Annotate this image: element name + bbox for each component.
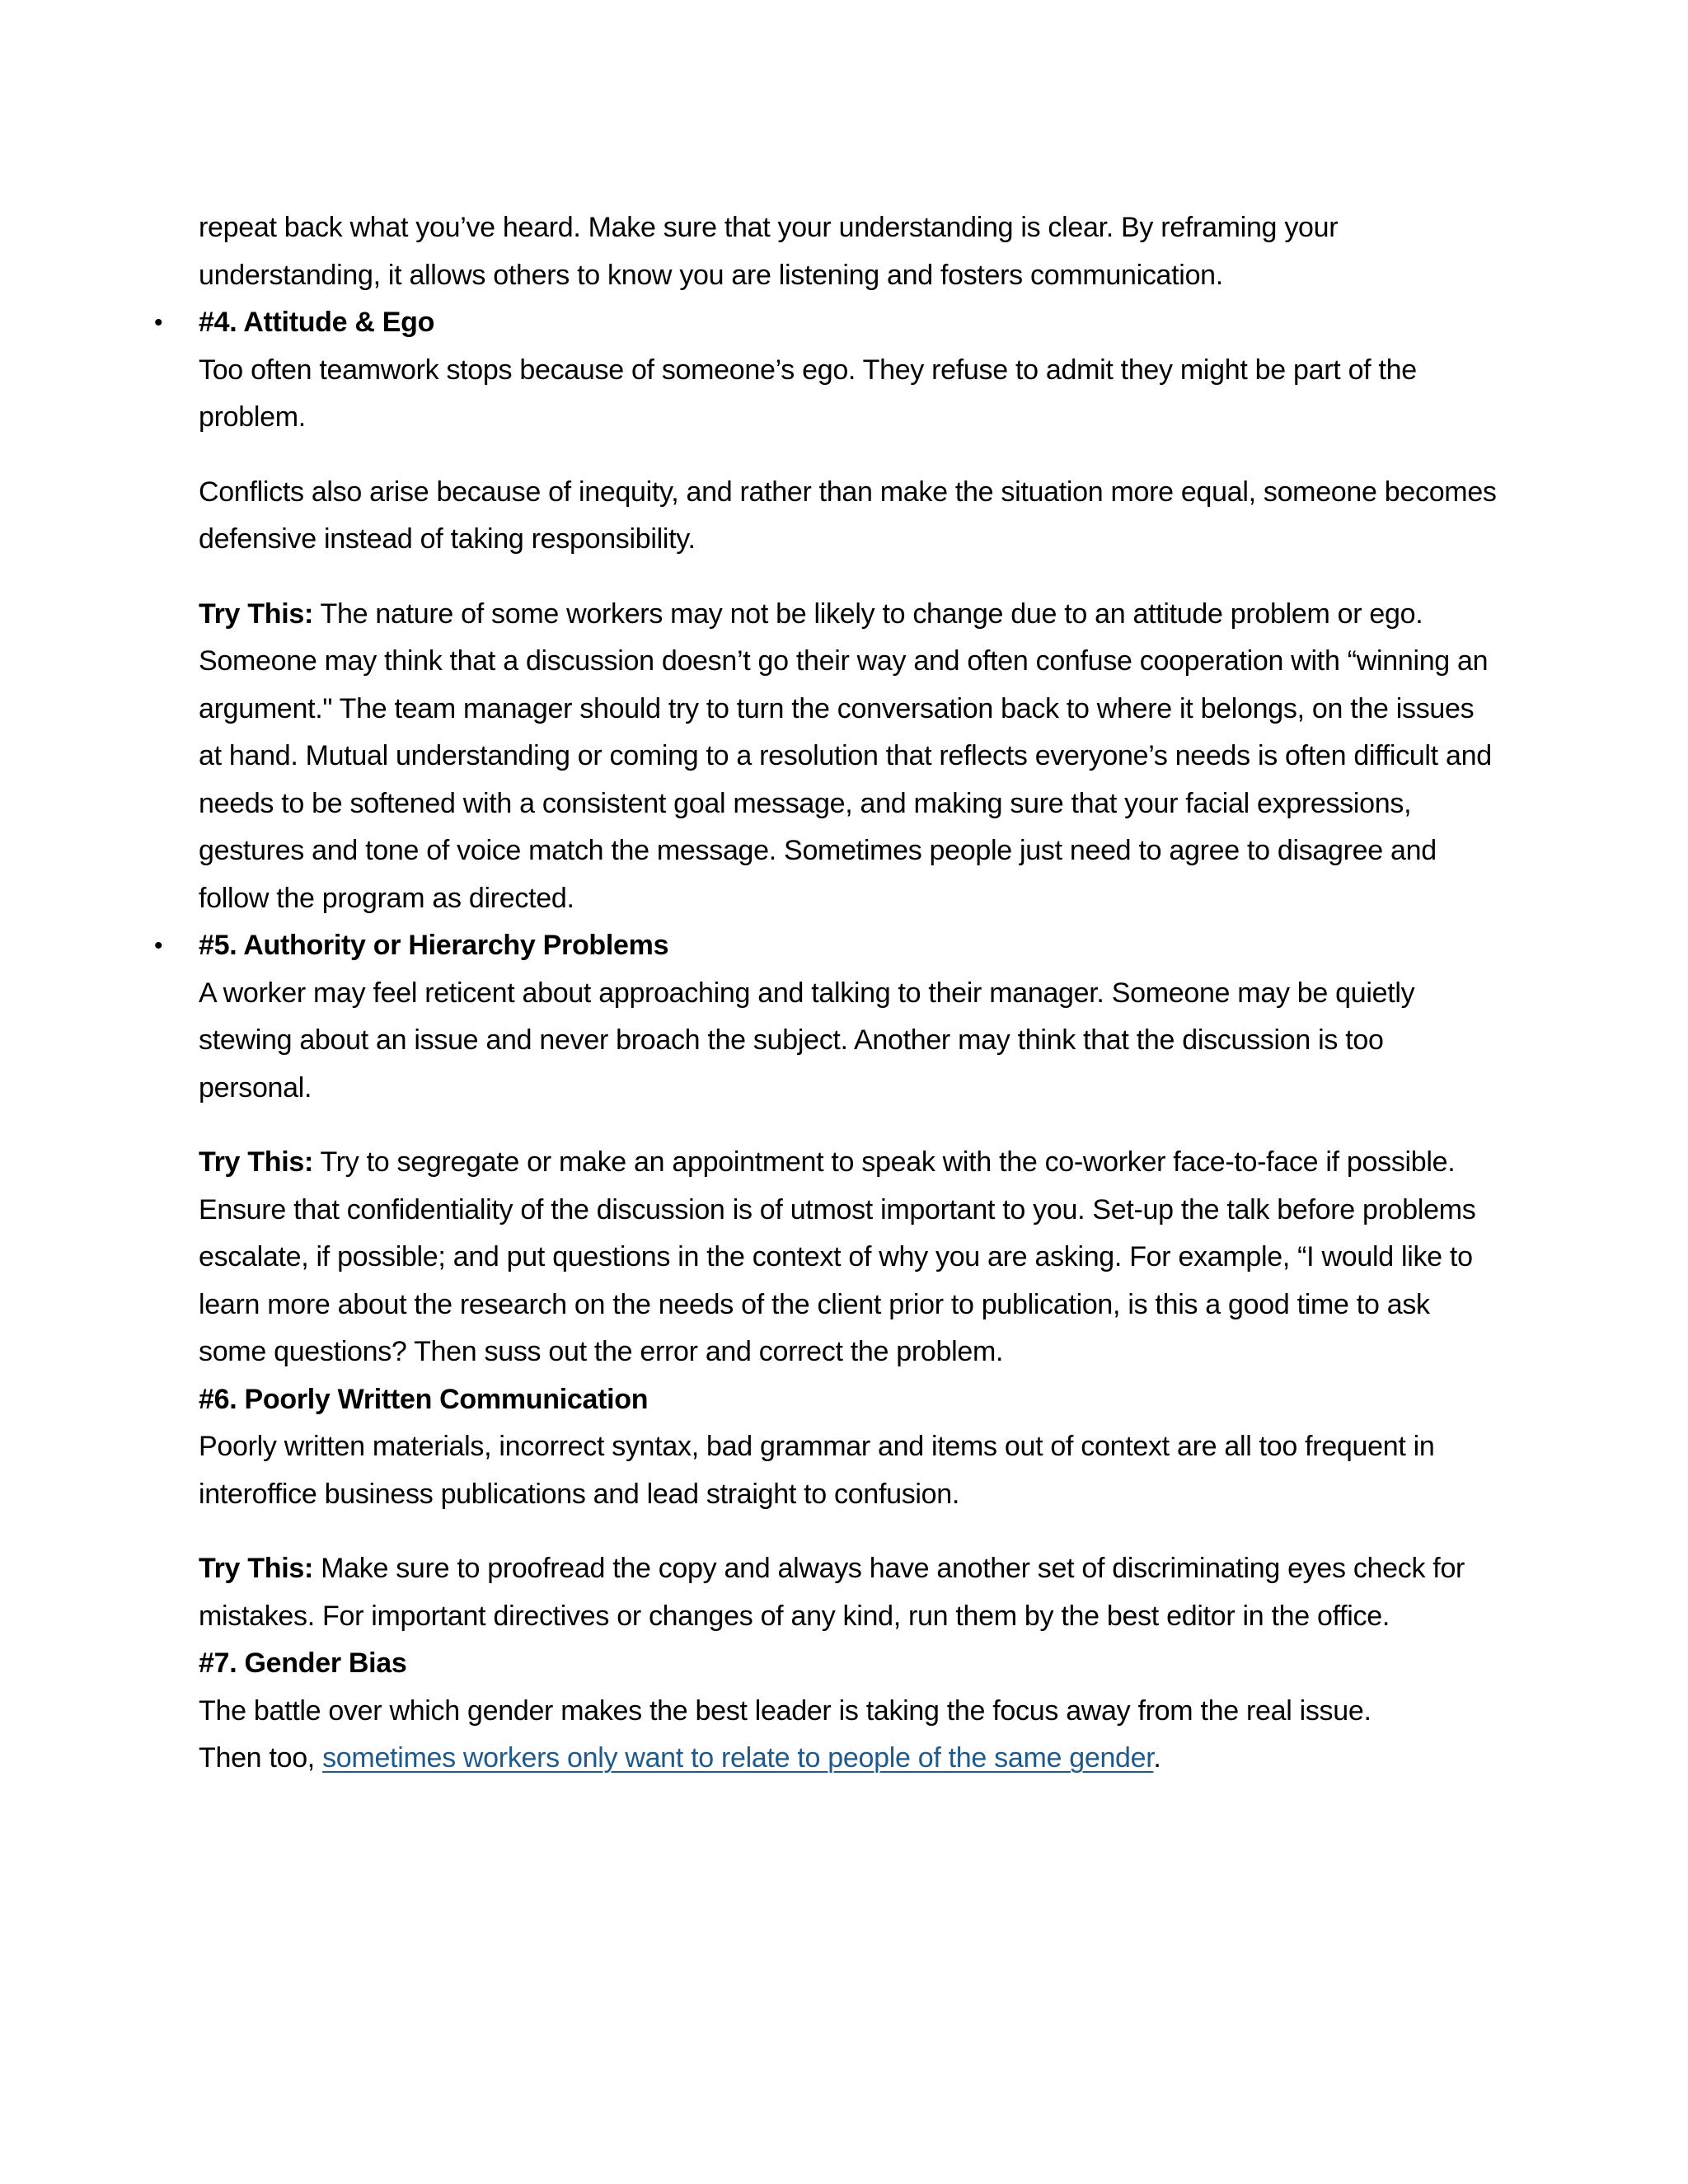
try-this-paragraph bbox=[199, 1139, 1501, 1376]
try-this-text: Try to segregate or make an appointment to speak with the co-worker face-to-face if possible. Ensure that confidentiality of the discussion is of utmost important to you. Set-up the talk before problems escalate, if possible; and put questions in the context of why you are asking. For example, “I would like to learn more about the research on the needs of the client prior to publication, is this a good time to ask some questions? Then suss out the error and correct the problem. bbox=[199, 1146, 1476, 1367]
body-paragraph: Poorly written materials, incorrect syntax, bad grammar and items out of context are all too frequent in interoffice business publications and lead straight to confusion. bbox=[199, 1431, 1435, 1510]
body-paragraph: The battle over which gender makes the best leader is taking the focus away from the real issue. bbox=[199, 1694, 1372, 1727]
try-this-label: Try This: bbox=[199, 1146, 313, 1178]
document-body bbox=[154, 204, 1501, 1783]
bullet-icon: • bbox=[154, 309, 163, 336]
try-this-label: Try This: bbox=[199, 598, 313, 630]
try-this-text: The nature of some workers may not be likely to change due to an attitude problem or ego. Someone may think that a discussion doesn’t go their way and often confuse cooperation with “winning an argument." The team manager should try to turn the conversation back to where it belongs, on the issues at hand. Mutual understanding or coming to a resolution that reflects everyone’s needs is often difficult and needs to be softened with a consistent goal message, and making sure that your facial expressions, gestures and tone of voice match the message. Sometimes people just need to agree to disagree and follow the program as directed. bbox=[199, 598, 1492, 914]
section-heading: #7. Gender Bias bbox=[199, 1647, 407, 1679]
try-this-label: Try This: bbox=[199, 1553, 313, 1584]
section-poorly-written bbox=[199, 1376, 1501, 1641]
body-paragraph: A worker may feel reticent about approaching and talking to their manager. Someone may be quietly stewing about an issue and never broach the subject. Another may think that the discussion is too personal. bbox=[199, 977, 1415, 1104]
try-this-paragraph bbox=[199, 1545, 1501, 1640]
section-heading: #5. Authority or Hierarchy Problems bbox=[199, 930, 669, 961]
bullet-icon: • bbox=[154, 932, 163, 959]
try-this-text: Make sure to proofread the copy and always have another set of discriminating eyes check for mistakes. For important directives or changes of any kind, run them by the best editor in the office. bbox=[199, 1553, 1465, 1632]
body-paragraph: Conflicts also arise because of inequity, and rather than make the situation more equal, someone becomes defensive instead of taking responsibility. bbox=[199, 476, 1497, 555]
try-this-paragraph bbox=[199, 591, 1501, 923]
gender-article-link[interactable]: sometimes workers only want to relate to people of the same gender bbox=[322, 1742, 1154, 1774]
section-authority-hierarchy bbox=[154, 922, 1501, 1376]
section-heading: #6. Poorly Written Communication bbox=[199, 1383, 649, 1415]
link-prefix-text: Then too, bbox=[199, 1742, 323, 1774]
section-heading: #4. Attitude & Ego bbox=[199, 307, 435, 338]
section-attitude-ego bbox=[154, 299, 1501, 922]
intro-paragraph: repeat back what you’ve heard. Make sure that your understanding is clear. By reframing your understanding, it allows others to know you are listening and fosters communication. bbox=[199, 212, 1339, 291]
body-paragraph: Too often teamwork stops because of someone’s ego. They refuse to admit they might be part of the problem. bbox=[199, 354, 1417, 433]
section-gender-bias bbox=[199, 1640, 1501, 1783]
link-suffix-text: . bbox=[1153, 1742, 1161, 1774]
body-paragraph-with-link bbox=[199, 1735, 1501, 1783]
